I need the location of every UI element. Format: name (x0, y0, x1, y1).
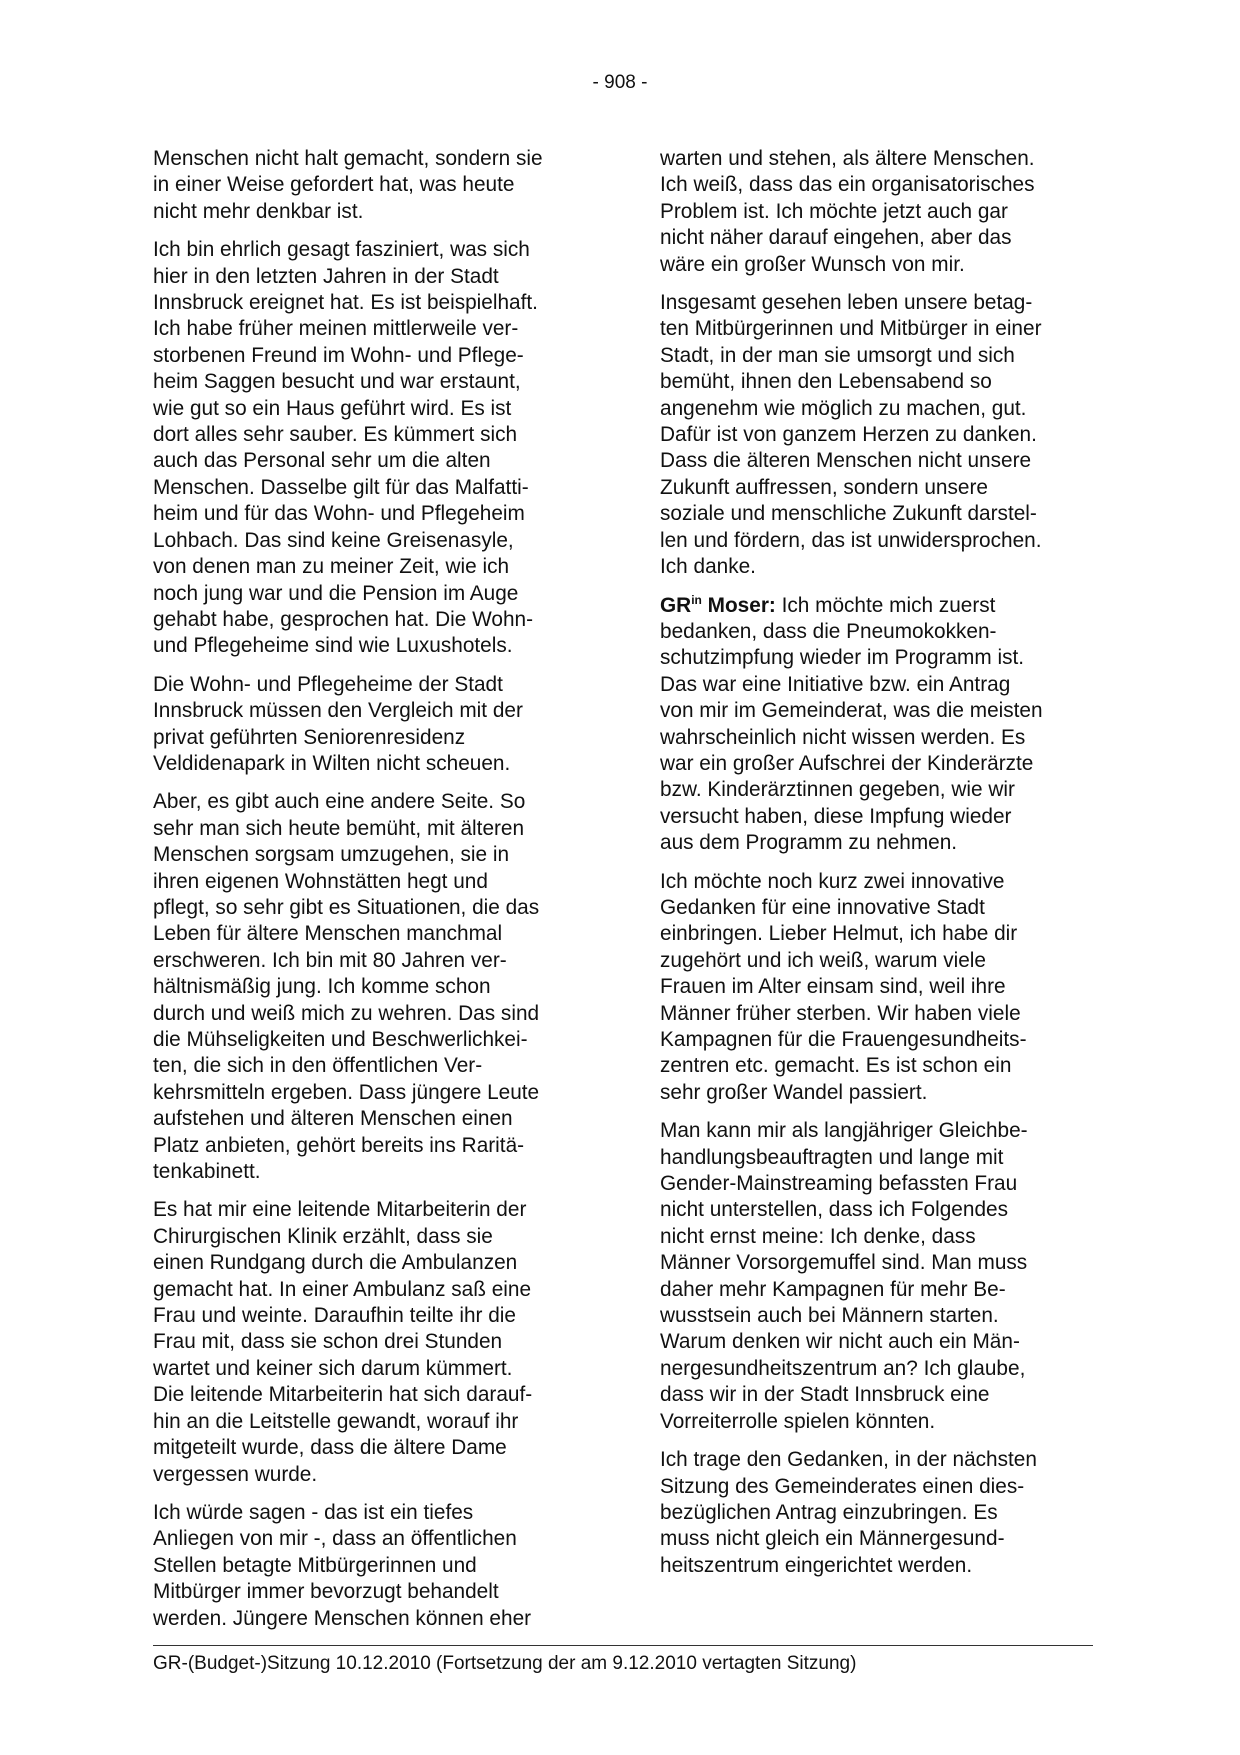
text-line: Dass die älteren Menschen nicht unsere (660, 449, 1032, 473)
text-line: versucht haben, diese Impfung wieder (660, 804, 1012, 828)
text-line: nicht unterstellen, dass ich Folgendes (660, 1198, 1008, 1222)
paragraph (153, 146, 593, 225)
text-line: von mir im Gemeinderat, was die meisten (660, 699, 1043, 723)
right-column-top (660, 146, 1092, 581)
text-line: aufstehen und älteren Menschen einen (153, 1107, 513, 1131)
text-line: Dafür ist von ganzem Herzen zu danken. (660, 423, 1037, 447)
text-line: daher mehr Kampagnen für mehr Be- (660, 1277, 1006, 1301)
text-line: angenehm wie möglich zu machen, gut. (660, 396, 1027, 420)
text-line: Mitbürger immer bevorzugt behandelt (153, 1580, 499, 1604)
text-line: Menschen nicht halt gemacht, sondern sie (153, 147, 543, 170)
text-line: wie gut so ein Haus geführt wird. Es ist (153, 396, 512, 420)
text-line: gehabt habe, gesprochen hat. Die Wohn- (153, 607, 534, 631)
text-line: Insgesamt gesehen leben unsere betag- (660, 291, 1033, 315)
text-line: zentren etc. gemacht. Es ist schon ein (660, 1054, 1012, 1078)
text-line: Veldidenapark in Wilten nicht scheuen. (153, 751, 511, 775)
text-line: schutzimpfung wieder im Programm ist. (660, 646, 1025, 670)
text-line: Frau und weinte. Daraufhin teilte ihr die (153, 1304, 516, 1328)
right-column-bottom (660, 869, 1092, 1580)
text-line: werden. Jüngere Menschen können eher (153, 1606, 532, 1630)
text-line: Die leitende Mitarbeiterin hat sich darauf- (153, 1383, 533, 1407)
speaker-lines (660, 619, 1092, 857)
text-line: bzw. Kinderärztinnen gegeben, wie wir (660, 778, 1015, 802)
text-line: Gedanken für eine innovative Stadt (660, 895, 985, 919)
text-line: wartet und keiner sich darum kümmert. (153, 1356, 513, 1380)
speaker-first-line: $GR^{in}$ Moser: Ich möchte mich zuerst (660, 592, 996, 617)
text-line: Menschen sorgsam umzugehen, sie in (153, 843, 510, 867)
text-line: Stadt, in der man sie umsorgt und sich (660, 343, 1015, 367)
text-line: Männer früher sterben. Wir haben viele (660, 1001, 1021, 1025)
text-line: len und fördern, das ist unwidersprochen. (660, 528, 1042, 552)
text-line: Lohbach. Das sind keine Greisenasyle, (153, 528, 514, 552)
right-column (660, 146, 1092, 1591)
text-line: mitgeteilt wurde, dass die ältere Dame (153, 1436, 507, 1460)
text-line: Chirurgischen Klinik erzählt, dass sie (153, 1224, 493, 1248)
text-line: Ich bin ehrlich gesagt fasziniert, was sich (153, 238, 530, 262)
text-line: Frauen im Alter einsam sind, weil ihre (660, 975, 1006, 999)
text-line: Man kann mir als langjähriger Gleichbe- (660, 1119, 1028, 1143)
paragraph (660, 1447, 1092, 1579)
paragraph (660, 869, 1092, 1107)
text-line: handlungsbeauftragten und lange mit (660, 1145, 1004, 1169)
paragraph (153, 672, 593, 778)
text-line: in einer Weise gefordert hat, was heute (153, 173, 515, 197)
text-line: bemüht, ihnen den Lebensabend so (660, 370, 992, 394)
text-line: storbenen Freund im Wohn- und Pflege- (153, 343, 524, 367)
speaker-paragraph (660, 593, 1092, 857)
text-line: kehrsmitteln ergeben. Dass jüngere Leute (153, 1080, 540, 1104)
text-line: Stellen betagte Mitbürgerinnen und (153, 1553, 477, 1577)
paragraph (153, 789, 593, 1185)
text-line: Zukunft auffressen, sondern unsere (660, 475, 988, 499)
text-line: bedanken, dass die Pneumokokken- (660, 619, 997, 643)
footer-text: GR-(Budget-)Sitzung 10.12.2010 (Fortsetzung der am 9.12.2010 vertagten Sitzung) (153, 1653, 857, 1674)
text-line: wahrscheinlich nicht wissen werden. Es (660, 725, 1026, 749)
speaker-label: $GR^{in}$ Moser: (660, 592, 776, 617)
paragraph (660, 146, 1092, 278)
page-number: - 908 - (592, 72, 648, 93)
text-line: warten und stehen, als ältere Menschen. (660, 147, 1035, 170)
text-line: zugehört und ich weiß, warum viele (660, 948, 986, 972)
text-line: Innsbruck ereignet hat. Es ist beispielhaft. (153, 291, 538, 315)
text-line: sehr großer Wandel passiert. (660, 1080, 928, 1104)
text-line: Gender-Mainstreaming befassten Frau (660, 1172, 1018, 1196)
paragraph (153, 1500, 593, 1632)
text-line: dass wir in der Stadt Innsbruck eine (660, 1383, 990, 1407)
text-line: aus dem Programm zu nehmen. (660, 831, 958, 855)
text-line: Platz anbieten, gehört bereits ins Raritä- (153, 1133, 525, 1157)
text-line: Kampagnen für die Frauengesundheits- (660, 1028, 1027, 1051)
text-line: Menschen. Dasselbe gilt für das Malfatti- (153, 475, 529, 499)
paragraph (660, 290, 1092, 580)
text-line: Ich würde sagen - das ist ein tiefes (153, 1500, 474, 1524)
text-line: ten Mitbürgerinnen und Mitbürger in einer (660, 317, 1042, 341)
text-line: dort alles sehr sauber. Es kümmert sich (153, 423, 518, 447)
paragraph (660, 1118, 1092, 1435)
text-line: die Mühseligkeiten und Beschwerlichkei- (153, 1028, 528, 1051)
text-line: wusstsein auch bei Männern starten. (660, 1304, 999, 1328)
text-line: nicht näher darauf eingehen, aber das (660, 226, 1012, 250)
text-line: ihren eigenen Wohnstätten hegt und (153, 869, 488, 893)
text-line: Männer Vorsorgemuffel sind. Man muss (660, 1251, 1028, 1275)
text-line: Anliegen von mir -, dass an öffentlichen (153, 1527, 517, 1551)
text-line: Es hat mir eine leitende Mitarbeiterin der (153, 1198, 527, 1222)
text-line: Ich danke. (660, 555, 756, 579)
text-line: und Pflegeheime sind wie Luxushotels. (153, 634, 513, 658)
text-line: Ich trage den Gedanken, in der nächsten (660, 1448, 1037, 1472)
text-line: Das war eine Initiative bzw. ein Antrag (660, 672, 1011, 696)
text-line: vergessen wurde. (153, 1462, 318, 1486)
text-line: nicht ernst meine: Ich denke, dass (660, 1224, 976, 1248)
text-line: hier in den letzten Jahren in der Stadt (153, 264, 499, 288)
text-line: erschweren. Ich bin mit 80 Jahren ver- (153, 948, 507, 972)
text-line: nicht mehr denkbar ist. (153, 199, 364, 223)
text-line: Innsbruck müssen den Vergleich mit der (153, 699, 523, 723)
text-line: hin an die Leitstelle gewandt, worauf ihr (153, 1409, 519, 1433)
text-line: Ich weiß, dass das ein organisatorisches (660, 173, 1035, 197)
text-line: gemacht hat. In einer Ambulanz saß eine (153, 1277, 532, 1301)
text-line: Ich möchte noch kurz zwei innovative (660, 869, 1005, 893)
text-line: Die Wohn- und Pflegeheime der Stadt (153, 672, 503, 696)
text-line: einbringen. Lieber Helmut, ich habe dir (660, 922, 1018, 946)
text-line: Problem ist. Ich möchte jetzt auch gar (660, 199, 1008, 223)
text-line: von denen man zu meiner Zeit, wie ich (153, 555, 510, 579)
text-line: Sitzung des Gemeinderates einen dies- (660, 1474, 1025, 1498)
text-line: pflegt, so sehr gibt es Situationen, die das (153, 895, 540, 919)
text-line: Aber, es gibt auch eine andere Seite. So (153, 790, 526, 814)
paragraph (153, 1197, 593, 1487)
paragraph (153, 237, 593, 660)
text-line: einen Rundgang durch die Ambulanzen (153, 1251, 518, 1275)
text-line: ten, die sich in den öffentlichen Ver- (153, 1054, 483, 1078)
text-line: Vorreiterrolle spielen könnten. (660, 1409, 936, 1433)
text-line: tenkabinett. (153, 1160, 261, 1184)
text-line: heitszentrum eingerichtet werden. (660, 1553, 973, 1577)
text-line: war ein großer Aufschrei der Kinderärzte (660, 751, 1034, 775)
footer-divider (153, 1645, 1093, 1646)
text-line: auch das Personal sehr um die alten (153, 449, 491, 473)
text-line: heim und für das Wohn- und Pflegeheim (153, 502, 525, 526)
text-line: wäre ein großer Wunsch von mir. (660, 252, 965, 276)
left-column (153, 146, 593, 1644)
text-line: Frau mit, dass sie schon drei Stunden (153, 1330, 503, 1354)
text-line: privat geführten Seniorenresidenz (153, 725, 466, 749)
text-line: nergesundheitszentrum an? Ich glaube, (660, 1356, 1026, 1380)
text-line: sehr man sich heute bemüht, mit älteren (153, 816, 525, 840)
text-line: Leben für ältere Menschen manchmal (153, 922, 503, 946)
text-line: Warum denken wir nicht auch ein Män- (660, 1330, 1020, 1354)
text-line: heim Saggen besucht und war erstaunt, (153, 370, 521, 394)
text-line: soziale und menschliche Zukunft darstel- (660, 502, 1037, 526)
text-line: bezüglichen Antrag einzubringen. Es (660, 1500, 998, 1524)
text-line: noch jung war und die Pension im Auge (153, 581, 519, 605)
text-line: muss nicht gleich ein Männergesund- (660, 1527, 1005, 1551)
text-line: durch und weiß mich zu wehren. Das sind (153, 1001, 540, 1025)
text-line: Ich habe früher meinen mittlerweile ver- (153, 317, 519, 341)
text-line: hältnismäßig jung. Ich komme schon (153, 975, 491, 999)
